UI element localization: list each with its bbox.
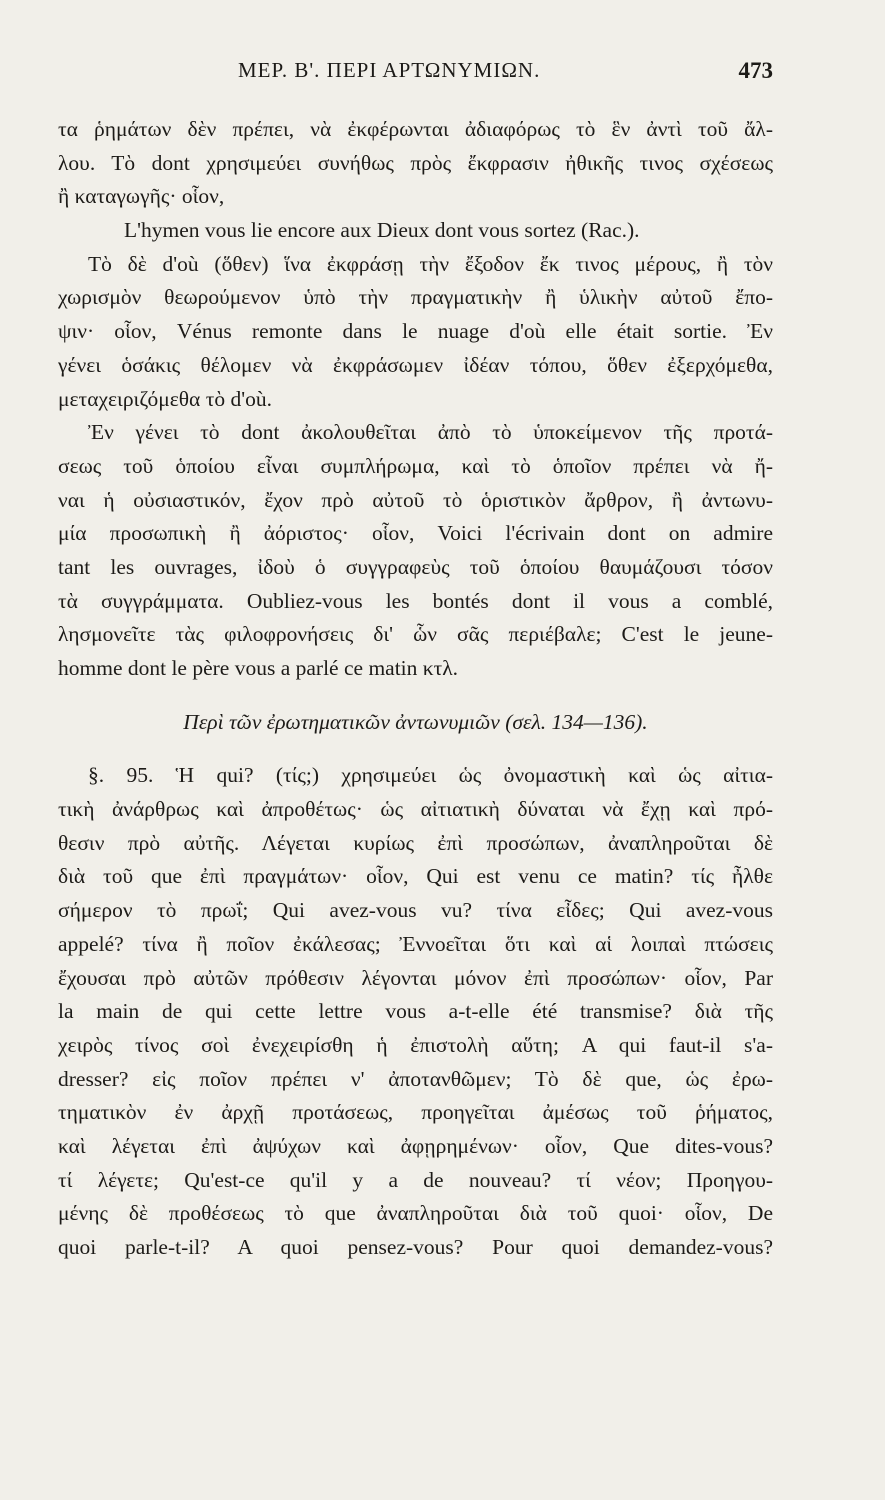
text-line: ψιν· οἷον, Vénus remonte dans le nuage d'où elle était sortie. Ἐν [58, 319, 773, 344]
text-line: dresser? εἰς ποῖον πρέπει ν' ἀποτανθῶμεν; Τὸ δὲ que, ὡς ἐρω- [58, 1066, 773, 1091]
section-heading: Περὶ τῶν ἐρωτηματικῶν ἀντωνυμιῶν (σελ. 134—136). [183, 709, 648, 734]
text-line: τηματικὸν ἐν ἀρχῇ προτάσεως, προηγεῖται ἀμέσως τοῦ ῥήματος, [58, 1100, 773, 1125]
text-line: σήμερον τὸ πρωΐ; Qui avez-vous vu? τίνα εἶδες; Qui avez-vous [58, 898, 773, 923]
text-line: Τὸ δὲ d'où (ὅθεν) ἵνα ἐκφράσῃ τὴν ἔξοδον ἔκ τινος μέρους, ἢ τὸν [88, 251, 773, 276]
text-line: σεως τοῦ ὁποίου εἶναι συμπλήρωμα, καὶ τὸ ὁποῖον πρέπει νὰ ἤ- [58, 453, 773, 478]
text-line: ναι ἡ οὐσιαστικόν, ἔχον πρὸ αὐτοῦ τὸ ὁριστικὸν ἄρθρον, ἢ ἀντωνυ- [58, 487, 773, 512]
text-line: ἢ καταγωγῆς· οἷον, [58, 184, 225, 209]
text-line: τικὴ ἀνάρθρως καὶ ἀπροθέτως· ὡς αἰτιατικὴ δύναται νὰ ἔχῃ καὶ πρό- [58, 797, 773, 822]
quoted-example-line: L'hymen vous lie encore aux Dieux dont vous sortez (Rac.). [124, 218, 640, 243]
text-line: λησμονεῖτε τὰς φιλοφρονήσεις δι' ὧν σᾶς περιέβαλε; C'est le jeune- [58, 622, 773, 647]
text-line: quoi parle-t-il? A quoi pensez-vous? Pour quoi demandez-vous? [58, 1235, 773, 1259]
text-line: μεταχειριζόμεθα τὸ d'où. [58, 386, 272, 411]
text-line: homme dont le père vous a parlé ce matin κτλ. [58, 656, 459, 680]
book-page [58, 0, 773, 1500]
text-line: χειρὸς τίνος σοὶ ἐνεχειρίσθη ἡ ἐπιστολὴ αὕτη; A qui faut-il s'a- [58, 1032, 773, 1057]
text-line: appelé? τίνα ἢ ποῖον ἐκάλεσας; Ἐννοεῖται ὅτι καὶ αἱ λοιπαὶ πτώσεις [58, 931, 773, 956]
text-line: ἔχουσαι πρὸ αὐτῶν πρόθεσιν λέγονται μόνον ἐπὶ προσώπων· οἷον, Par [58, 965, 773, 990]
text-line: Ἐν γένει τὸ dont ἀκολουθεῖται ἀπὸ τὸ ὑποκείμενον τῆς προτά- [88, 420, 773, 445]
text-line: λου. Τὸ dont χρησιμεύει συνήθως πρὸς ἔκφρασιν ἠθικῆς τινος σχέσεως [58, 150, 773, 175]
running-head: ΜΕΡ. Β'. ΠΕΡΙ ΑΡΤΩΝΥΜΙΩΝ. [238, 58, 541, 82]
text-line: τα ῥημάτων δὲν πρέπει, νὰ ἐκφέρωνται ἀδιαφόρως τὸ ἓν ἀντὶ τοῦ ἄλ- [58, 117, 773, 141]
text-line: καὶ λέγεται ἐπὶ ἀψύχων καὶ ἀφῃρημένων· οἷον, Que dites-vous? [58, 1133, 773, 1158]
text-line: διὰ τοῦ que ἐπὶ πραγμάτων· οἷον, Qui est venu ce matin? τίς ἦλθε [58, 864, 773, 889]
text-line: la main de qui cette lettre vous a-t-elle été transmise? διὰ τῆς [58, 999, 773, 1024]
text-line: γένει ὁσάκις θέλομεν νὰ ἐκφράσωμεν ἰδέαν τόπου, ὅθεν ἐξερχόμεθα, [58, 352, 773, 377]
page-number: 473 [738, 58, 773, 83]
text-line: χωρισμὸν θεωρούμενον ὑπὸ τὴν πραγματικὴν ἢ ὑλικὴν αὐτοῦ ἔπο- [58, 285, 773, 310]
page-header [58, 58, 773, 94]
text-line: μένης δὲ προθέσεως τὸ que ἀναπληροῦται διὰ τοῦ quoi· οἷον, De [58, 1201, 773, 1226]
text-line: τί λέγετε; Qu'est-ce qu'il y a de nouveau? τί νέον; Προηγου- [58, 1167, 773, 1192]
page-body [58, 113, 773, 1265]
text-line: μία προσωπικὴ ἢ ἀόριστος· οἷον, Voici l'écrivain dont on admire [58, 521, 773, 546]
section-paragraph-start: §. 95. Ἡ qui? (τίς;) χρησιμεύει ὡς ὀνομαστικὴ καὶ ὡς αἰτια- [88, 763, 773, 788]
text-line: tant les ouvrages, ἰδοὺ ὁ συγγραφεὺς τοῦ ὁποίου θαυμάζουσι τόσον [58, 554, 773, 579]
text-line: θεσιν πρὸ αὐτῆς. Λέγεται κυρίως ἐπὶ προσώπων, ἀναπληροῦται δὲ [58, 830, 773, 855]
text-line: τὰ συγγράμματα. Oubliez-vous les bontés dont il vous a comblé, [58, 588, 773, 613]
